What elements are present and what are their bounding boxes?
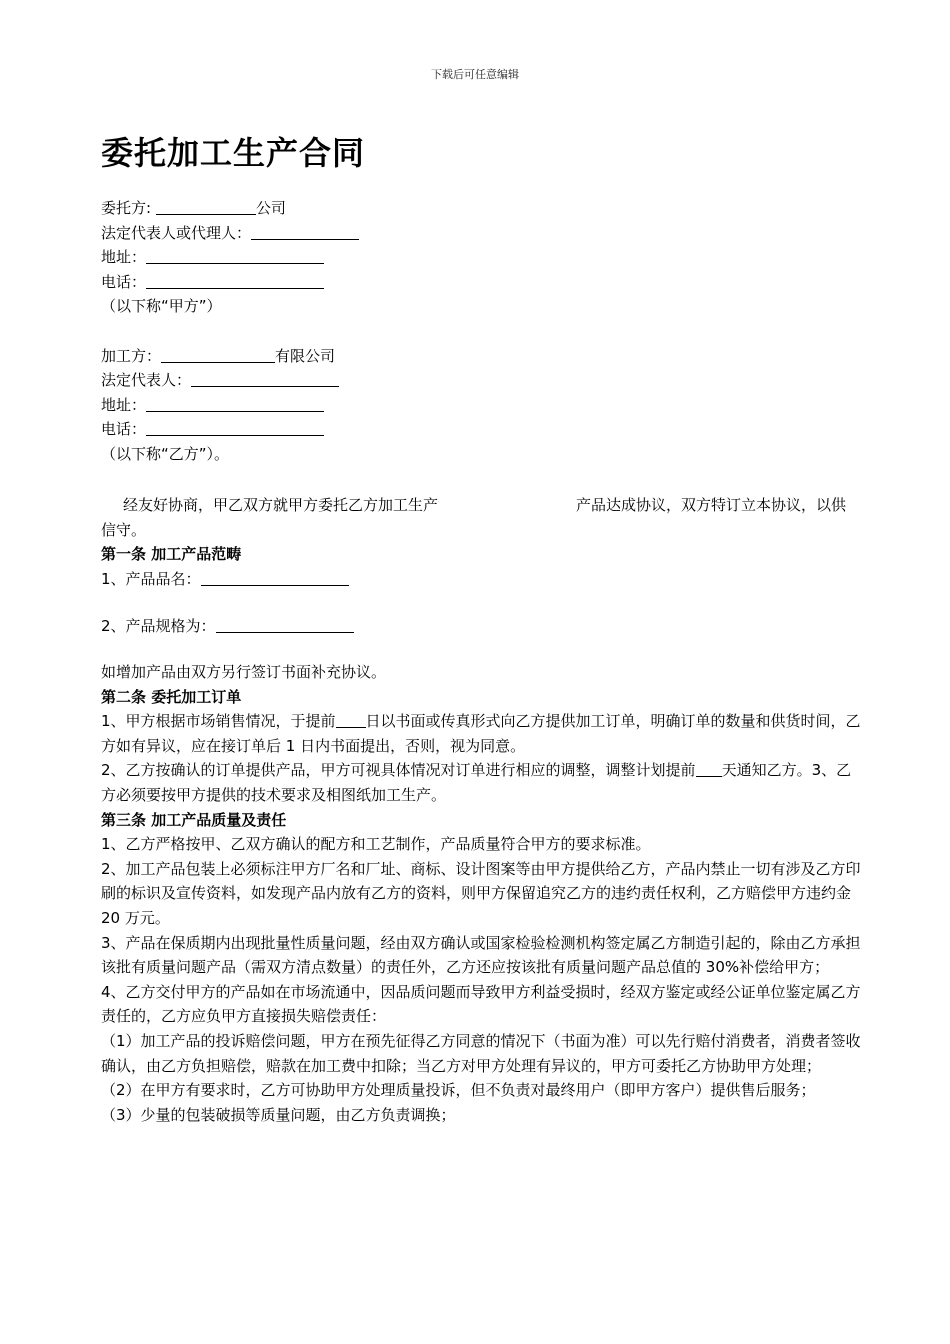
article3-sub3: （3）少量的包装破损等质量问题，由乙方负责调换； — [101, 1105, 456, 1124]
party-a-alias: （以下称“甲方”） — [101, 297, 222, 316]
client-label: 委托方: — [101, 199, 152, 217]
processor-rep-line — [101, 368, 861, 393]
product-spec-line — [101, 614, 861, 639]
article3-para1: 1、乙方严格按甲、乙双方确认的配方和工艺制作，产品质量符合甲方的要求标准。 — [101, 835, 651, 854]
article3-sub2: （2）在甲方有要求时，乙方可协助甲方处理质量投诉，但不负责对最终用户（即甲方客户）提供售后服务； — [101, 1081, 816, 1100]
article3-para3: 3、产品在保质期内出现批量性质量问题，经由双方确认或国家检验检测机构签定属乙方制造引起的，除由乙方承担该批有质量问题产品（需双方清点数量）的责任外，乙方还应按该批有质量问题产品总值的 30%补偿给甲方； — [101, 933, 861, 977]
article3-para4: 4、乙方交付甲方的产品如在市场流通中，因品质问题而导致甲方利益受损时，经双方鉴定或经公证单位鉴定属乙方责任的，乙方应负甲方直接损失赔偿责任： — [101, 982, 861, 1026]
processor-phone-blank — [146, 419, 324, 436]
notice-days-blank — [696, 762, 722, 777]
processor-line — [101, 344, 861, 369]
product-spec-label: 2、产品规格为： — [101, 616, 216, 635]
client-address-label: 地址： — [101, 248, 147, 267]
article2-para1-end: 日以书面或传真形式向乙方提供加工订单，明确订单的数量和供货时间，乙方如有异议，应在接订单后 1 日内书面提出，否则，视为同意。 — [101, 712, 861, 755]
article2-heading: 第二条 委托加工订单 — [101, 687, 242, 706]
article2-para1 — [101, 709, 861, 758]
article2-para1-start: 1、甲方根据市场销售情况，于提前 — [101, 712, 336, 731]
client-line — [101, 196, 861, 221]
article2-para2-start: 2、乙方按确认的订单提供产品，甲方可视具体情况对订单进行相应的调整，调整计划提前 — [101, 761, 696, 780]
processor-name-blank — [161, 346, 275, 363]
intro-paragraph — [101, 493, 861, 542]
client-address-line — [101, 245, 861, 270]
product-spec-blank — [216, 616, 354, 633]
order-days-blank — [336, 713, 366, 728]
client-phone-label: 电话： — [101, 272, 147, 291]
client-phone-line — [101, 270, 861, 295]
processor-address-line — [101, 393, 861, 418]
processor-phone-label: 电话： — [101, 420, 147, 439]
document-title: 委托加工生产合同 — [101, 134, 366, 172]
processor-phone-line — [101, 417, 861, 442]
page-header-note: 下载后可任意编辑 — [431, 68, 519, 81]
party-b-alias: （以下称“乙方”）。 — [101, 444, 230, 463]
article1-heading: 第一条 加工产品范畴 — [101, 545, 242, 564]
client-name-blank — [156, 198, 256, 215]
contract-body — [101, 196, 861, 1127]
product-name-label: 1、产品品名： — [101, 569, 201, 588]
client-rep-label: 法定代表人或代理人： — [101, 223, 252, 242]
client-rep-blank — [251, 223, 359, 240]
intro-part2: 产品达成协议，双方特订立本协议，以供信守。 — [101, 496, 847, 539]
article2-para2 — [101, 758, 861, 807]
processor-rep-blank — [191, 370, 339, 387]
client-address-blank — [146, 247, 324, 264]
processor-label: 加工方： — [101, 346, 162, 365]
article3-sub1: （1）加工产品的投诉赔偿问题，甲方在预先征得乙方同意的情况下（书面为准）可以先行赔付消费者，消费者签收确认，由乙方负担赔偿，赔款在加工费中扣除；当乙方对甲方处理有异议的，甲方可委托乙方协助甲方处理； — [101, 1032, 861, 1075]
product-name-blank — [201, 569, 349, 586]
product-name-line — [101, 567, 861, 592]
article2-para2-end: 天通知乙方。3、乙方必须要按甲方提供的技术要求及相图纸加工生产。 — [101, 761, 852, 805]
intro-part1: 经友好协商，甲乙双方就甲方委托乙方加工生产 — [123, 496, 439, 515]
processor-address-label: 地址： — [101, 395, 147, 414]
client-company-suffix: 公司 — [255, 199, 286, 217]
processor-company-suffix: 有限公司 — [275, 346, 336, 365]
article3-para2: 2、加工产品包装上必须标注甲方厂名和厂址、商标、设计图案等由甲方提供给乙方，产品内禁止一切有涉及乙方印刷的标识及宣传资料，如发现产品内放有乙方的资料，则甲方保留追究乙方的违约责任权利，乙方赔偿甲方违约金 20 万元。 — [101, 859, 861, 928]
article1-note: 如增加产品由双方另行签订书面补充协议。 — [101, 663, 387, 682]
processor-rep-label: 法定代表人： — [101, 371, 192, 390]
processor-address-blank — [146, 395, 324, 412]
article3-heading: 第三条 加工产品质量及责任 — [101, 810, 287, 829]
client-phone-blank — [146, 272, 324, 289]
client-rep-line — [101, 221, 861, 246]
